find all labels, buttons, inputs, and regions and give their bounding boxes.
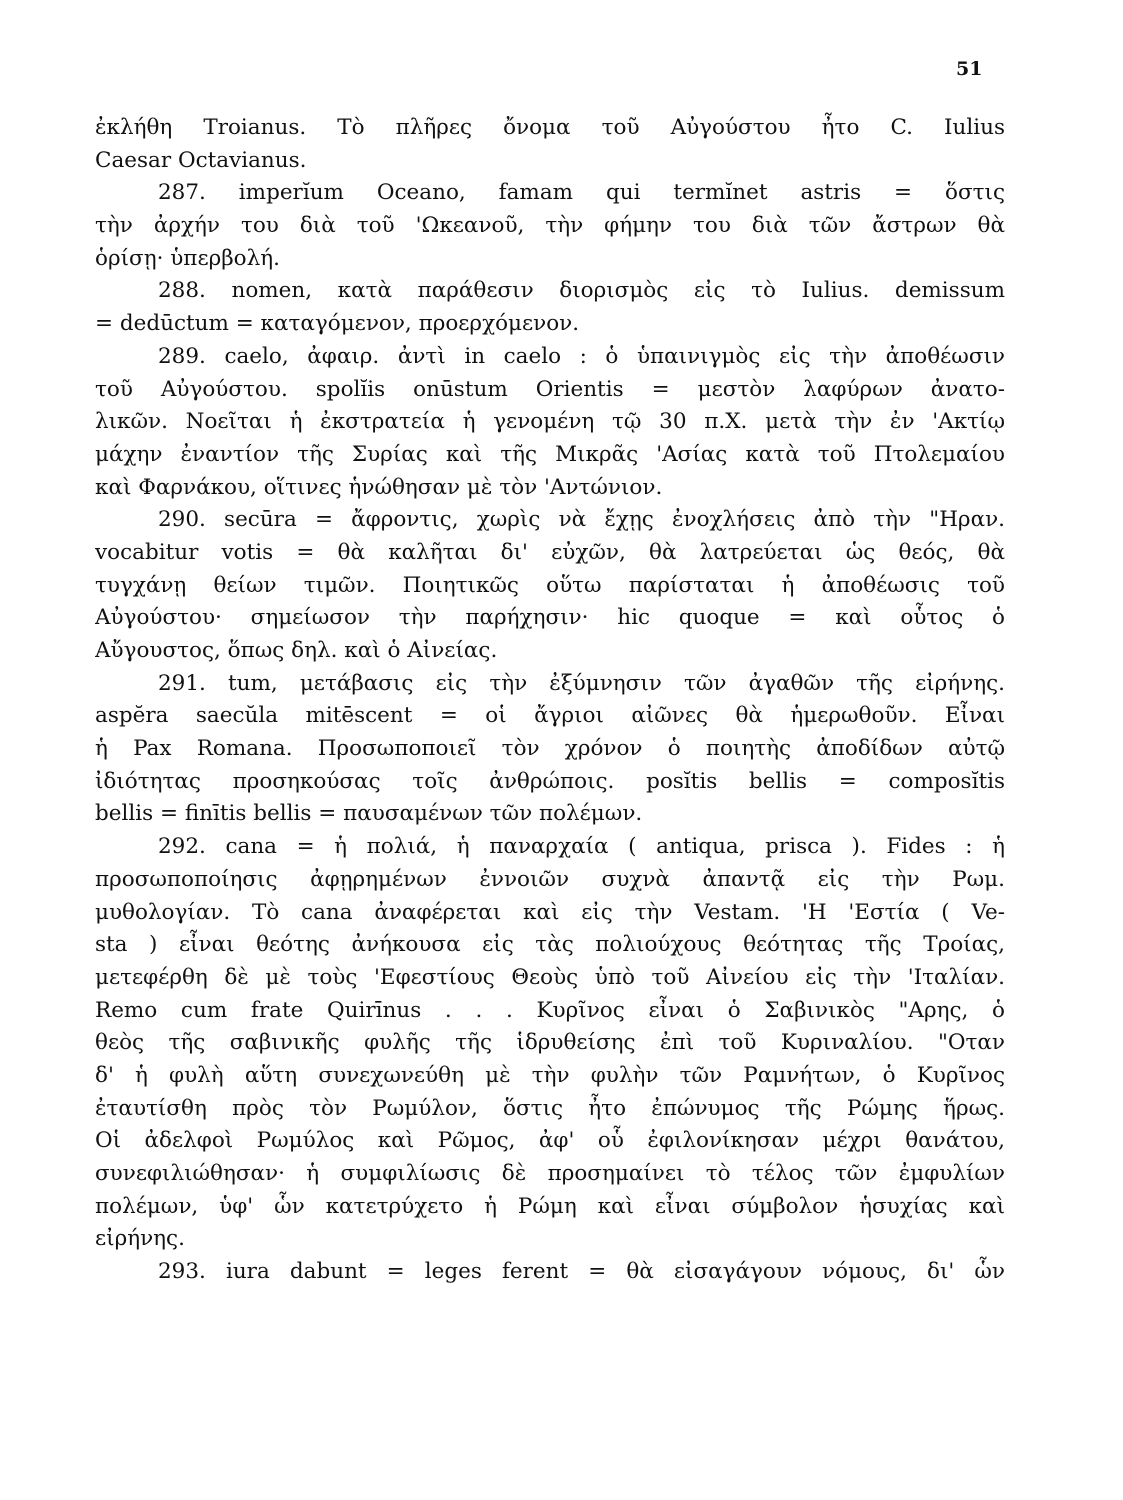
text-line: 293. iura dabunt = leges ferent = θὰ εἰσαγάγουν νόμους, δι' ὧν — [158, 1259, 1005, 1285]
text-line: 290. secūra = ἄφροντις, χωρὶς νὰ ἔχῃς ἐνοχλήσεις ἀπὸ τὴν "Ηραν. — [158, 507, 1005, 533]
text-line: bellis = finītis bellis = παυσαμένων τῶν πολέμων. — [95, 801, 643, 827]
text-line: Αὔγουστος, ὅπως δηλ. καὶ ὁ Αἰνείας. — [95, 638, 498, 663]
text-line: τὴν ἀρχήν του διὰ τοῦ 'Ωκεανοῦ, τὴν φήμην του διὰ τῶν ἄστρων θὰ — [95, 213, 1005, 239]
text-line: καὶ Φαρνάκου, οἵτινες ἡνώθησαν μὲ τὸν 'Αντώνιον. — [95, 474, 663, 500]
text-line: Οἱ ἀδελφοὶ Ρωμύλος καὶ Ρῶμος, ἀφ' οὗ ἐφιλονίκησαν μέχρι θανάτου, — [95, 1128, 1005, 1154]
commentary-text — [95, 112, 1005, 1289]
text-line: 291. tum, μετάβασις εἰς τὴν ἐξύμνησιν τῶν ἀγαθῶν τῆς εἰρήνης. — [158, 670, 1005, 696]
text-line: ὁρίσῃ· ὑπερβολή. — [95, 245, 280, 271]
text-line: θεὸς τῆς σαβινικῆς φυλῆς τῆς ἱδρυθείσης ἐπὶ τοῦ Κυριναλίου. "Οταν — [95, 1030, 1005, 1056]
text-line: Αὐγούστου· σημείωσον τὴν παρήχησιν· hic quoque = καὶ οὗτος ὁ — [95, 605, 1005, 631]
text-line: ἡ Pax Romana. Προσωποποιεῖ τὸν χρόνον ὁ ποιητὴς ἀποδίδων αὐτῷ — [95, 736, 1005, 762]
text-line: ἐκλήθη Troianus. Τὸ πλῆρες ὄνομα τοῦ Αὐγούστου ἦτο C. Iulius — [95, 115, 1005, 140]
text-line: συνεφιλιώθησαν· ἡ συμφιλίωσις δὲ προσημαίνει τὸ τέλος τῶν ἐμφυλίων — [95, 1161, 1005, 1186]
text-line: λικῶν. Νοεῖται ἡ ἐκστρατεία ἡ γενομένη τῷ 30 π.Χ. μετὰ τὴν ἐν 'Ακτίῳ — [95, 409, 1005, 435]
text-line: aspĕra saecŭla mitēscent = οἱ ἄγριοι αἰῶνες θὰ ἡμερωθοῦν. Εἶναι — [95, 703, 1005, 729]
text-line: Remo cum frate Quirīnus . . . Κυρῖνος εἶναι ὁ Σαβινικὸς "Αρης, ὁ — [95, 997, 1005, 1023]
text-line: 289. caelo, ἀφαιρ. ἀντὶ in caelo : ὁ ὑπαινιγμὸς εἰς τὴν ἀποθέωσιν — [158, 343, 1005, 369]
text-line: 292. cana = ἡ πολιά, ἡ παναρχαία ( antiqua, prisca ). Fides : ἡ — [158, 834, 1005, 860]
text-line: ἰδιότητας προσηκούσας τοῖς ἀνθρώποις. posĭtis bellis = composĭtis — [95, 768, 1005, 794]
text-line: Caesar Octavianus. — [95, 147, 307, 173]
text-line: vocabitur votis = θὰ καλῆται δι' εὐχῶν, θὰ λατρεύεται ὡς θεός, θὰ — [95, 539, 1005, 565]
text-line: προσωποποίησις ἀφῃρημένων ἐννοιῶν συχνὰ ἀπαντᾷ εἰς τὴν Ρωμ. — [95, 866, 1005, 892]
text-line: ἐταυτίσθη πρὸς τὸν Ρωμύλον, ὅστις ἦτο ἐπώνυμος τῆς Ρώμης ἥρως. — [95, 1095, 1005, 1121]
text-line: τοῦ Αὐγούστου. spolĭis onūstum Orientis = μεστὸν λαφύρων ἀνατο- — [95, 376, 1005, 402]
text-line: μάχην ἐναντίον τῆς Συρίας καὶ τῆς Μικρᾶς 'Ασίας κατὰ τοῦ Πτολεμαίου — [95, 441, 1005, 467]
text-line: εἰρήνης. — [95, 1226, 185, 1252]
text-line: μυθολογίαν. Τὸ cana ἀναφέρεται καὶ εἰς τὴν Vestam. 'Η 'Εστία ( Ve- — [95, 899, 1005, 925]
text-line: δ' ἡ φυλὴ αὕτη συνεχωνεύθη μὲ τὴν φυλὴν τῶν Ραμνήτων, ὁ Κυρῖνος — [95, 1062, 1005, 1088]
text-line: τυγχάνῃ θείων τιμῶν. Ποιητικῶς οὕτω παρίσταται ἡ ἀποθέωσις τοῦ — [95, 572, 1005, 598]
page-number: 51 — [956, 58, 983, 80]
text-line: 287. imperĭum Oceano, famam qui termĭnet astris = ὅστις — [158, 180, 1005, 206]
text-line: 288. nomen, κατὰ παράθεσιν διορισμὸς εἰς τὸ Iulius. demissum — [158, 278, 1005, 304]
text-line: sta ) εἶναι θεότης ἀνήκουσα εἰς τὰς πολιούχους θεότητας τῆς Τροίας, — [95, 932, 1005, 958]
text-line: μετεφέρθη δὲ μὲ τοὺς 'Εφεστίους Θεοὺς ὑπὸ τοῦ Αἰνείου εἰς τὴν 'Ιταλίαν. — [95, 964, 1005, 990]
text-line: = dedūctum = καταγόμενον, προερχόμενον. — [95, 311, 580, 337]
text-line: πολέμων, ὑφ' ὧν κατετρύχετο ἡ Ρώμη καὶ εἶναι σύμβολον ἡσυχίας καὶ — [95, 1193, 1005, 1219]
